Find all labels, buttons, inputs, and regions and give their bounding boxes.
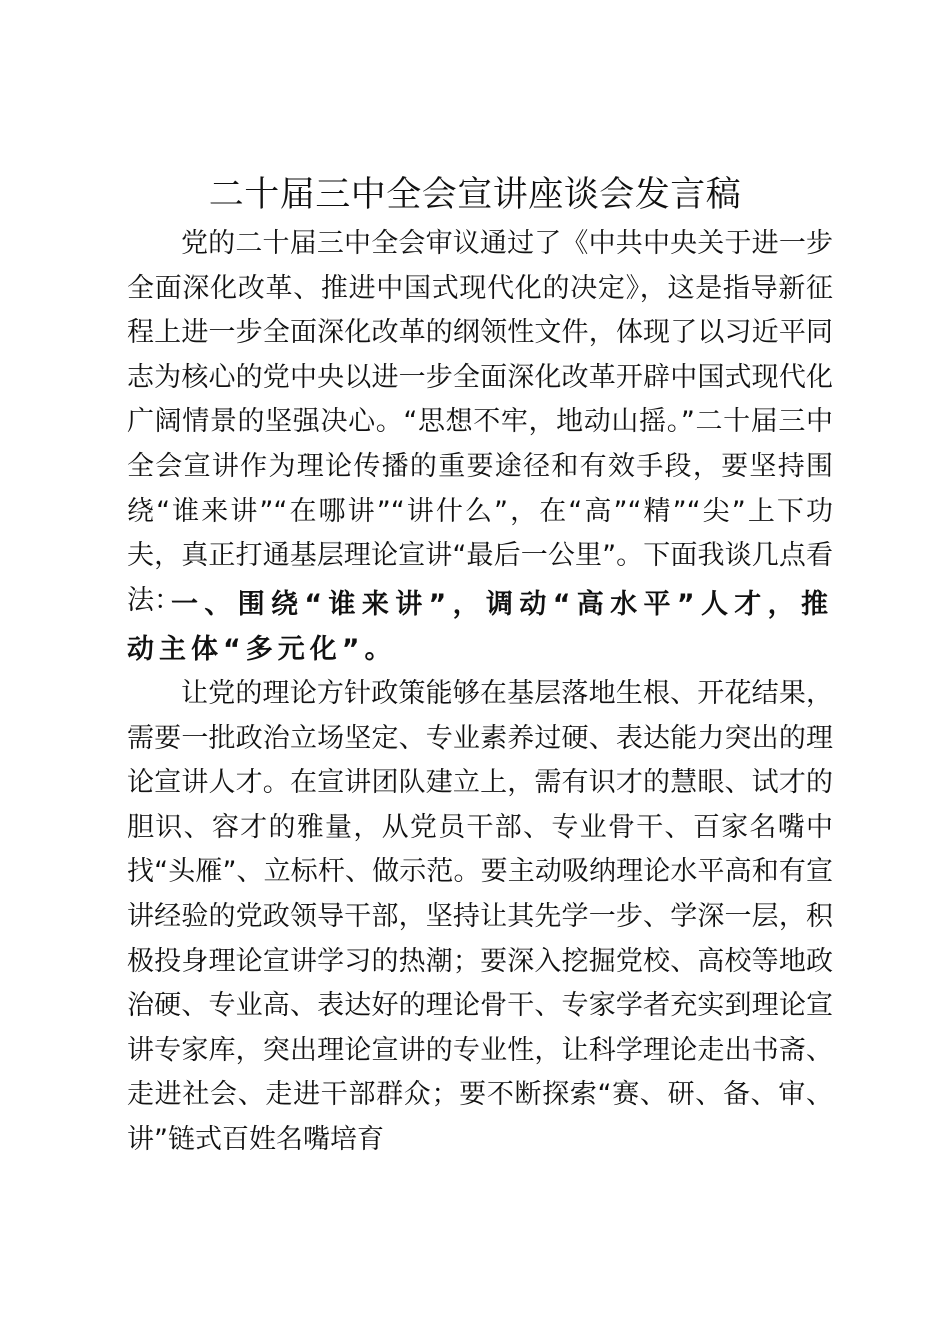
document-title: 二十届三中全会宣讲座谈会发言稿 <box>208 175 742 215</box>
section-heading: 一、围绕“谁来讲”，调动“高水平”人才，推动主体“多元化”。 <box>127 589 833 665</box>
body-paragraph: 让党的理论方针政策能够在基层落地生根、开花结果，需要一批政治立场坚定、专业素养过硬、表达能力突出的理论宣讲人才。在宣讲团队建立上，需有识才的慧眼、试才的胆识、容才的雅量，从党员干部、专业骨干、百家名嘴中找“头雁”、立标杆、做示范。要主动吸纳理论水平高和有宣讲经验的党政领导干部，坚持让其先学一步、学深一层，积极投身理论宣讲学习的热潮；要深入挖掘党校、高校等地政治硬、专业高、表达好的理论骨干、专家学者充实到理论宣讲专家库，突出理论宣讲的专业性，让科学理论走出书斋、走进社会、走进干部群众；要不断探索“赛、研、备、审、讲”链式百姓名嘴培育 <box>127 678 833 1155</box>
intro-paragraph: 党的二十届三中全会审议通过了《中共中央关于进一步全面深化改革、推进中国式现代化的决定》，这是指导新征程上进一步全面深化改革的纲领性文件，体现了以习近平同志为核心的党中央以进一步全面深化改革开辟中国式现代化广阔情景的坚强决心。“思想不牢，地动山摇。”二十届三中全会宣讲作为理论传播的重要途径和有效手段，要坚持围绕“谁来讲”“在哪讲”“讲什么”，在“高”“精”“尖”上下功夫，真正打通基层理论宣讲“最后一公里”。下面我谈几点看法： <box>127 228 833 616</box>
